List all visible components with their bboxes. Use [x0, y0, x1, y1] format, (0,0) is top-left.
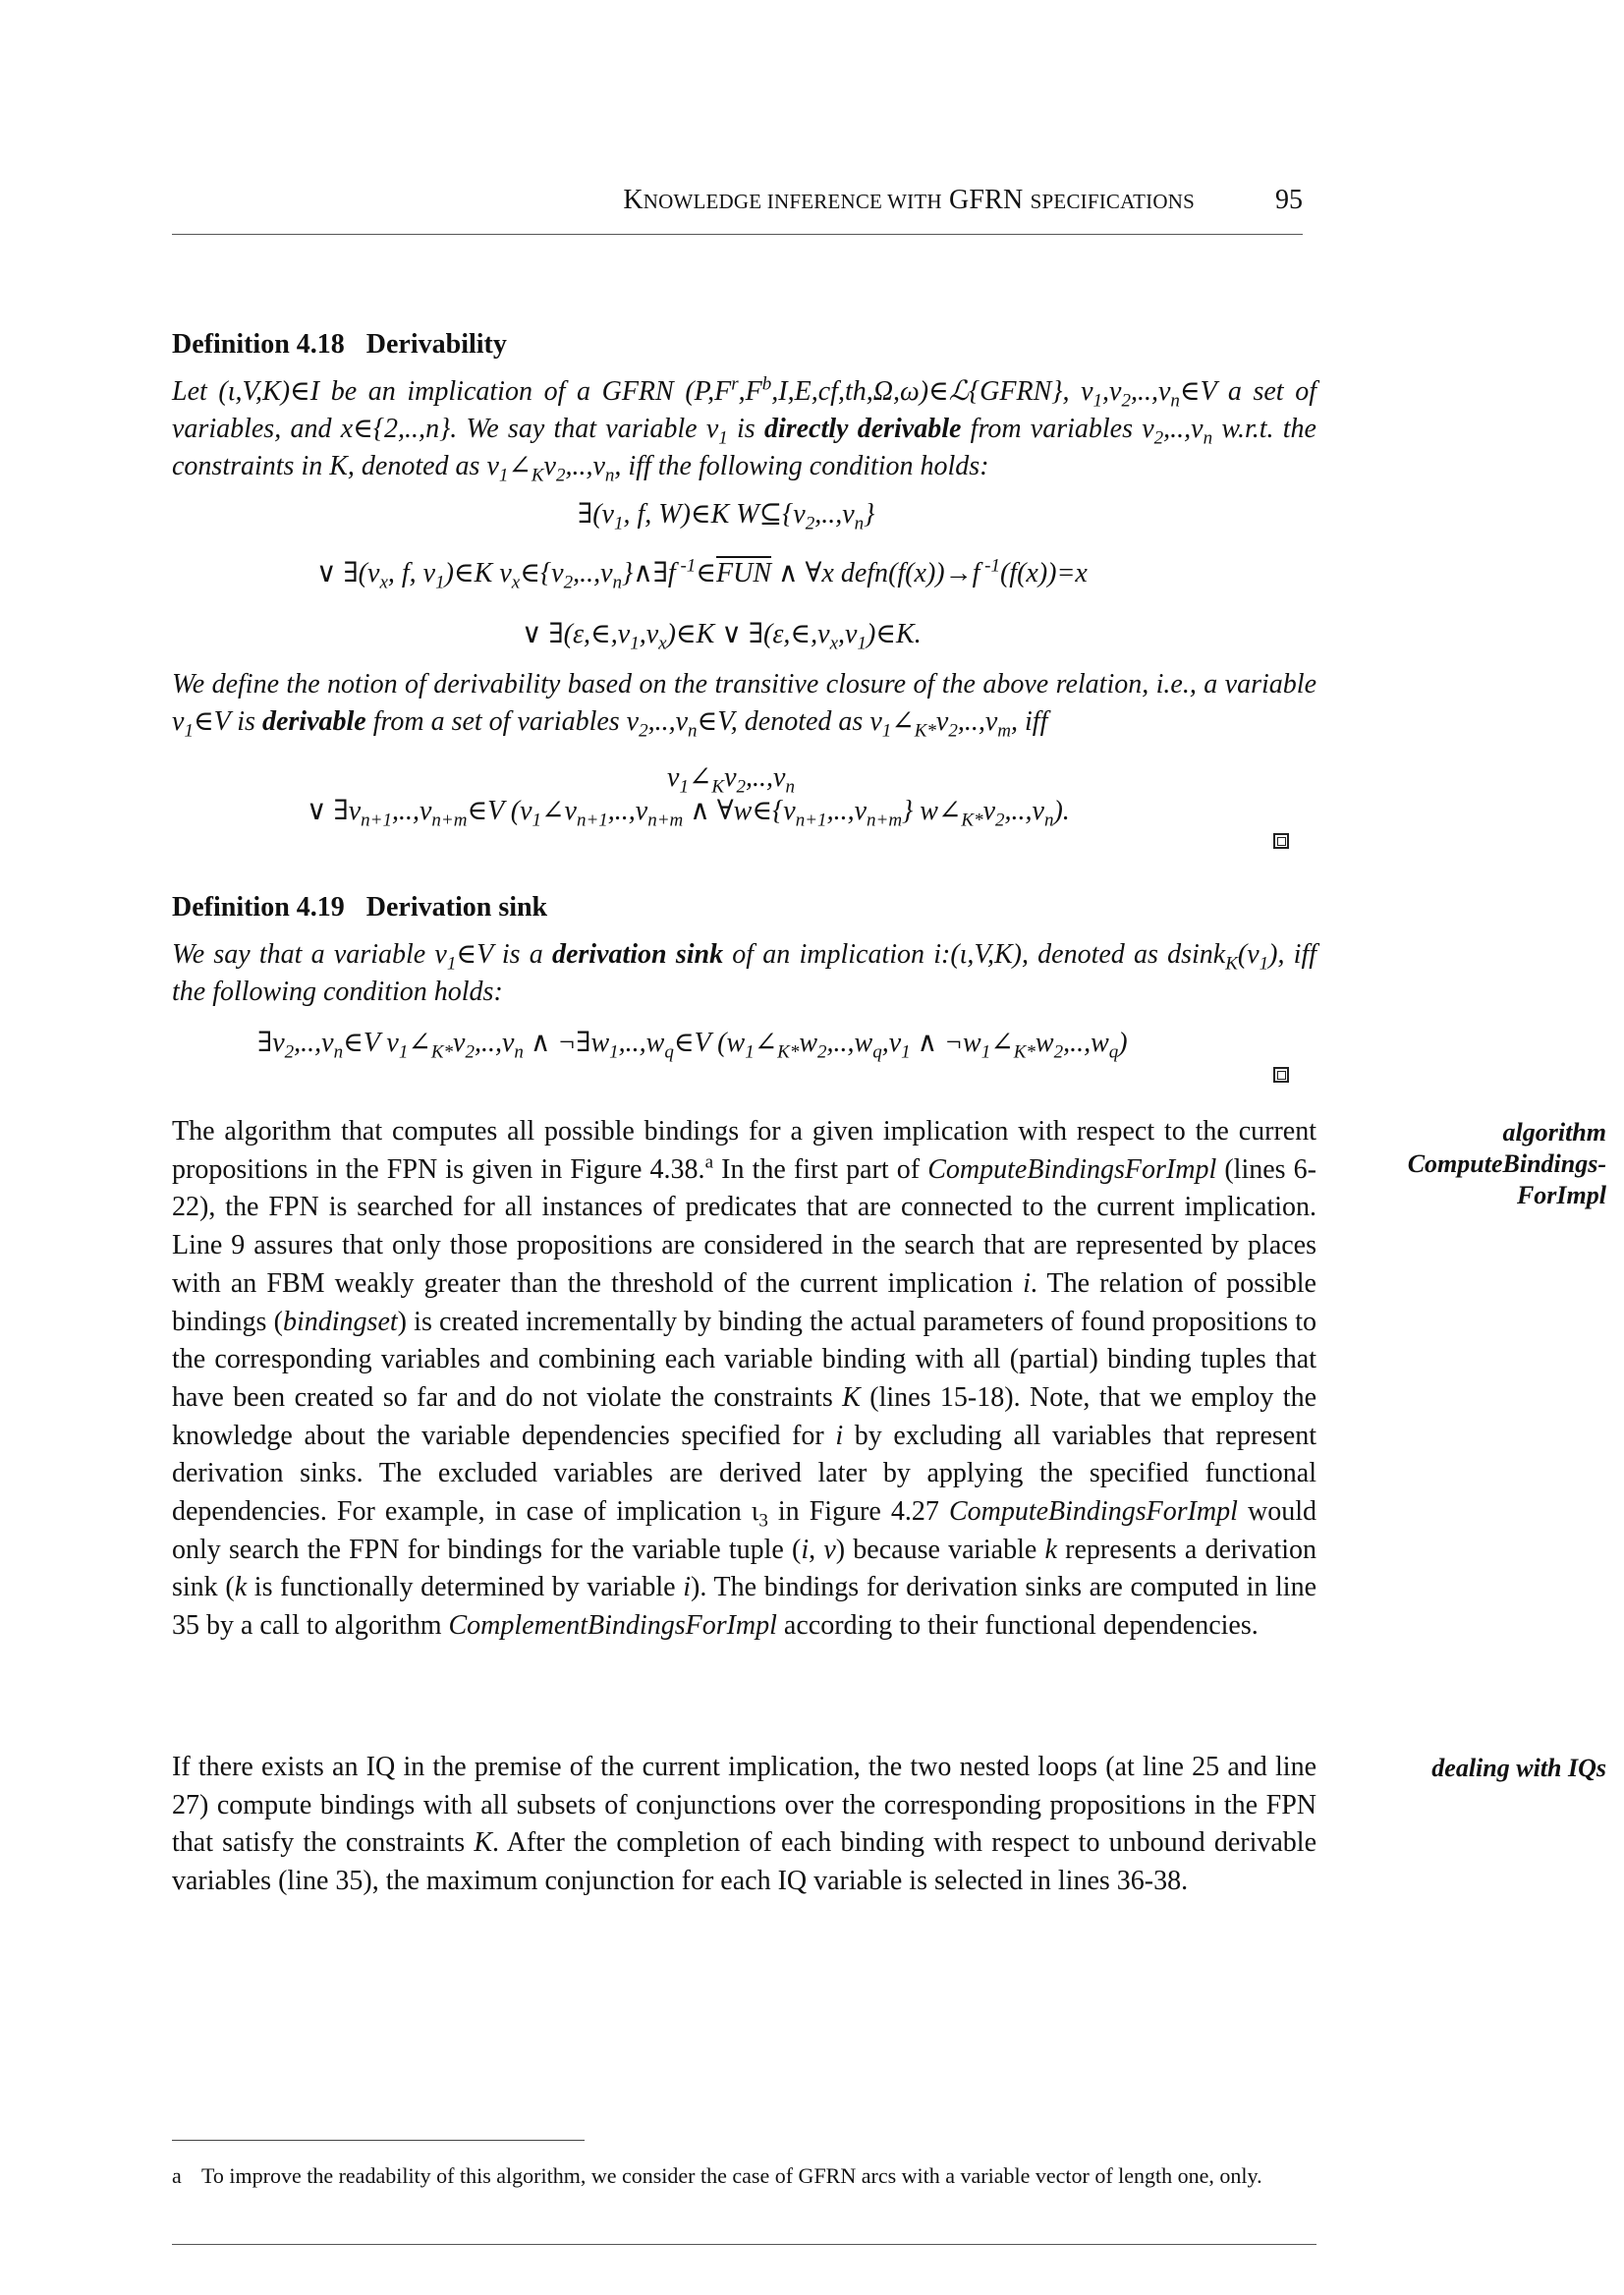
- page-number: 95: [1275, 185, 1303, 215]
- running-header: [172, 185, 1303, 218]
- margin-note-iqs: dealing with IQs: [1431, 1754, 1606, 1782]
- definition-4-18-closure-text: We define the notion of derivability based on the transitive closure of the above relation, i.e., a variable $v_1\in V$ is derivable from a set of variables $v_2,..,v_n\in V$, denoted as $v_1\angle_{K*}v_2,..,v_m$, iff: [172, 669, 1316, 742]
- end-of-definition-icon: [1273, 1067, 1289, 1083]
- header-divider: [172, 234, 1303, 235]
- formula-derivability-line-1: $\exists(v_1$, f, W)∈K $W⊆\{v_2,..,v_n\}$: [578, 499, 875, 534]
- formula-derivation-sink: $\exists v_2,..,v_n\in V$ $v_1\angle_{K*}v_2,..,v_n$ ∧ $\neg\exists w_1,..,w_q\in V$ ($w_1\angle_{K*}w_2,..,w_q,v_1$ ∧ $\neg w_1\angle_{K*}w_2,..,w_q$): [257, 1028, 1128, 1063]
- formula-derivable-line-2: ∨ $\exists v_{n+1},..,v_{n+m}\in V$ ($v_1\angle v_{n+1},..,v_{n+m}$ ∧ $\forall w\in\{v_{n+1},..,v_{n+m}\}$ $w\angle_{K*}v_2,..,v_n$).: [307, 796, 1070, 831]
- definition-number: Definition 4.19: [172, 892, 345, 923]
- paragraph-algorithm: The algorithm that computes all possible bindings for a given implication with respect to the current propositions in the FPN is given in Figure 4.38.$^a$ In the first part of ComputeBindingsForImpl (lines 6-22), the FPN is searched for all instances of predicates that are connected to the current implication. Line 9 assures that only those propositions are considered in the search that are represented by places with an FBM weakly greater than the threshold of the current implication i. The relation of possible bindings (bindingset) is created incrementally by binding the actual parameters of found propositions to the corresponding variables and combining each variable binding with all (partial) binding tuples that have been created so far and do not violate the constraints K (lines 15-18). Note, that we employ the knowledge about the variable dependencies specified for i by excluding all variables that represent derivation sinks. The excluded variables are derived later by applying the specified functional dependencies. For example, in case of implication $\iota_3$ in Figure 4.27 ComputeBindingsForImpl would only search the FPN for bindings for the variable tuple (i, v) because variable k represents a derivation sink (k is functionally determined by variable i). The bindings for derivation sinks are computed in line 35 by a call to algorithm ComplementBindingsForImpl according to their functional dependencies.: [172, 1116, 1317, 1642]
- paragraph-iqs: If there exists an IQ in the premise of the current implication, the two nested loops (at line 25 and line 27) compute bindings with all subsets of conjunctions over the corresponding propositions in the FPN that satisfy the constraints K. After the completion of each binding with respect to unbound derivable variables (line 35), the maximum conjunction for each IQ variable is selected in lines 36-38.: [172, 1752, 1316, 1897]
- definition-name: Derivability: [365, 329, 507, 360]
- formula-derivability-line-2: ∨ $\exists(v_x$, f, $v_1)\in K$ $v_x\in\{v_2,..,v_n\}\wedge\exists f$ $^{-1}\in\overline{FUN}$ ∧ ∀x defn(f(x))→f $^{-1}$(f(x))=x: [316, 555, 1088, 593]
- running-header-title: KNOWLEDGE INFERENCE WITH GFRN SPECIFICATIONS: [623, 185, 1195, 215]
- footnote-text: To improve the readability of this algorithm, we consider the case of GFRN arcs with a variable vector of length one, only.: [201, 2163, 1262, 2188]
- definition-4-18-title: [172, 326, 1316, 364]
- formula-derivability-line-3: ∨ $\exists(\varepsilon,\in,v_1,v_x)\in K$ ∨ $\exists(\varepsilon,\in,v_x,v_1)\in K$.: [522, 619, 922, 654]
- definition-4-19-text: We say that a variable $v_1\in V$ is a derivation sink of an implication i:(ι,V,K), denoted as $dsink_K(v_1)$, iff the following condition holds:: [172, 939, 1317, 1007]
- definition-4-19-title: [172, 889, 1316, 926]
- footnote-mark: a: [172, 2163, 182, 2188]
- definition-name: Derivation sink: [365, 892, 548, 923]
- definition-4-18-text: Let (ι,V,K)∈I be an implication of a GFRN $(P,F^r,F^b,I,E,cf,th,\Omega,\omega)\in ℒ\{GFRN\}$, $v_1,v_2,..,v_n\in V$ a set of variables, and x∈{2,..,n}. We say that variable $v_1$ is directly derivable from variables $v_2,..,v_n$ w.r.t. the constraints in K, denoted as $v_1\angle_Kv_2,..,v_n$, iff the following condition holds:: [172, 373, 1316, 486]
- formula-derivable-line-1: $v_1\angle_Kv_2,..,v_n$: [667, 762, 795, 798]
- footnote-divider: [172, 2140, 585, 2141]
- end-of-definition-icon: [1273, 833, 1289, 849]
- bottom-divider: [172, 2244, 1316, 2245]
- margin-note-algorithm: algorithm ComputeBindings- ForImpl: [1407, 1118, 1606, 1209]
- footnote: [172, 2161, 1312, 2190]
- definition-number: Definition 4.18: [172, 329, 345, 360]
